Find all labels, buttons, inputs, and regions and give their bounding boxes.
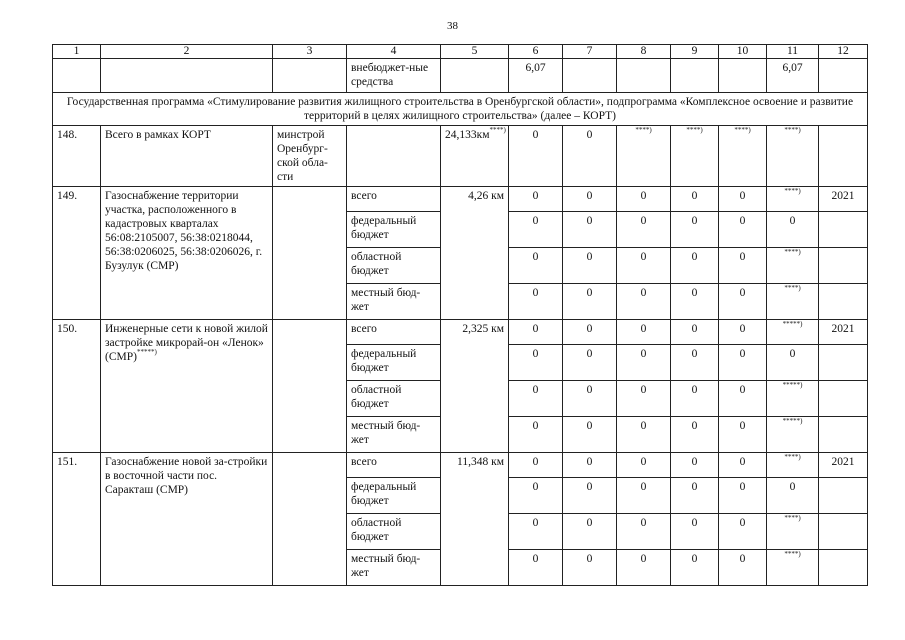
program-banner: Государственная программа «Стимулирование развития жилищного строительства в Оренбургской области», подпрограмма «Комплексное освоение и развитие территорий в целях жилищного строительства» (далее – КОРТ): [53, 93, 868, 126]
capacity-value: 24,133км: [445, 129, 490, 141]
c7-value: 0: [563, 320, 617, 345]
c7-value: 0: [563, 417, 617, 453]
cont-col6: 6,07: [509, 59, 563, 93]
col-num-1: 1: [53, 45, 101, 59]
c10-value: 0: [719, 212, 767, 248]
c11-value: 0: [767, 212, 819, 248]
c10-value: 0: [719, 514, 767, 550]
capacity-cell: [441, 187, 509, 320]
col10-value: ****): [719, 126, 767, 187]
col-num-8: 8: [617, 45, 671, 59]
c11-value: ****): [767, 284, 819, 320]
c7-value: 0: [563, 381, 617, 417]
col-num-10: 10: [719, 45, 767, 59]
c7-value: 0: [563, 453, 617, 478]
c8-value: 0: [617, 514, 671, 550]
c11-value: 0: [767, 345, 819, 381]
funding-type-label: внебюджет-ные средства: [347, 59, 441, 93]
capacity-value: 4,26 км: [468, 190, 504, 202]
c11-value: ****): [767, 248, 819, 284]
c6-value: 0: [509, 417, 563, 453]
c7-value: 0: [563, 248, 617, 284]
row-number: 150.: [53, 320, 101, 453]
object-name-text: Газоснабжение территории участка, расположенного в кадастровых кварталах 56:08:2105007, 56:38:0218044, 56:38:0206025, 56:38:0206026, г. Бузулук (СМР): [105, 190, 263, 272]
c6-value: 0: [509, 381, 563, 417]
col-num-5: 5: [441, 45, 509, 59]
continuation-row: [53, 59, 868, 93]
c8-value: 0: [617, 478, 671, 514]
row-number: 149.: [53, 187, 101, 320]
executor-cell: минстрой Оренбург-ской обла-сти: [273, 126, 347, 187]
c9-value: 0: [671, 187, 719, 212]
c8-value: 0: [617, 212, 671, 248]
c11-value: ****): [767, 550, 819, 586]
c8-value: 0: [617, 345, 671, 381]
c8-value: 0: [617, 453, 671, 478]
year-cell: 2021: [819, 320, 868, 345]
c11-value: *****): [767, 320, 819, 345]
c8-value: 0: [617, 187, 671, 212]
funding-type-label: местный бюд-жет: [347, 284, 441, 320]
object-footnote-mark: *****): [136, 348, 157, 356]
object-name: [101, 320, 273, 453]
column-number-header: [53, 45, 868, 59]
page-number: 38: [447, 20, 458, 32]
year-cell: 2021: [819, 187, 868, 212]
col9-value: ****): [671, 126, 719, 187]
c8-value: 0: [617, 320, 671, 345]
col-num-4: 4: [347, 45, 441, 59]
executor-cell: [273, 187, 347, 320]
col-num-12: 12: [819, 45, 868, 59]
c11-value: 0: [767, 478, 819, 514]
c9-value: 0: [671, 478, 719, 514]
c9-value: 0: [671, 212, 719, 248]
table-row: [53, 187, 868, 212]
c7-value: 0: [563, 284, 617, 320]
c11-value: ****): [767, 514, 819, 550]
capacity-cell: [441, 453, 509, 586]
col6-value: 0: [509, 126, 563, 187]
capacity-cell: [441, 320, 509, 453]
c10-value: 0: [719, 284, 767, 320]
c11-value: *****): [767, 381, 819, 417]
c8-value: 0: [617, 417, 671, 453]
col-num-2: 2: [101, 45, 273, 59]
c9-value: 0: [671, 550, 719, 586]
c6-value: 0: [509, 345, 563, 381]
c11-value: ****): [767, 453, 819, 478]
object-name: Всего в рамках КОРТ: [101, 126, 273, 187]
c6-value: 0: [509, 284, 563, 320]
c6-value: 0: [509, 478, 563, 514]
row-148: [53, 126, 868, 187]
funding-type-label: федеральный бюджет: [347, 212, 441, 248]
col11-value: ****): [767, 126, 819, 187]
funding-type-label: всего: [347, 453, 441, 478]
c9-value: 0: [671, 284, 719, 320]
capacity-footnote-mark: ****): [489, 126, 506, 134]
table-row: [53, 320, 868, 345]
col8-value: ****): [617, 126, 671, 187]
col-num-11: 11: [767, 45, 819, 59]
capacity-value: 2,325 км: [462, 323, 504, 335]
c10-value: 0: [719, 248, 767, 284]
funding-type-label: местный бюд-жет: [347, 550, 441, 586]
c7-value: 0: [563, 478, 617, 514]
col-num-7: 7: [563, 45, 617, 59]
c9-value: 0: [671, 345, 719, 381]
funding-type-label: всего: [347, 320, 441, 345]
c10-value: 0: [719, 381, 767, 417]
object-name-text: Инженерные сети к новой жилой застройке микрорай-он «Ленок» (СМР): [105, 323, 268, 363]
c6-value: 0: [509, 187, 563, 212]
object-name: [101, 453, 273, 586]
col-num-3: 3: [273, 45, 347, 59]
c10-value: 0: [719, 345, 767, 381]
col7-value: 0: [563, 126, 617, 187]
c7-value: 0: [563, 187, 617, 212]
c6-value: 0: [509, 320, 563, 345]
capacity-value: 11,348 км: [457, 456, 504, 468]
funding-type-label: местный бюд-жет: [347, 417, 441, 453]
c9-value: 0: [671, 514, 719, 550]
object-name: [101, 187, 273, 320]
c9-value: 0: [671, 381, 719, 417]
row-number: 148.: [53, 126, 101, 187]
object-name-text: Газоснабжение новой за-стройки в восточной части пос. Саракташ (СМР): [105, 456, 268, 496]
c7-value: 0: [563, 212, 617, 248]
c9-value: 0: [671, 320, 719, 345]
row-number: 151.: [53, 453, 101, 586]
c7-value: 0: [563, 345, 617, 381]
funding-type-label: федеральный бюджет: [347, 345, 441, 381]
executor-cell: [273, 320, 347, 453]
program-banner-row: [53, 93, 868, 126]
c9-value: 0: [671, 248, 719, 284]
c10-value: 0: [719, 550, 767, 586]
funding-type-label: областной бюджет: [347, 248, 441, 284]
c9-value: 0: [671, 453, 719, 478]
c8-value: 0: [617, 550, 671, 586]
col-num-6: 6: [509, 45, 563, 59]
executor-cell: [273, 453, 347, 586]
table-row: [53, 453, 868, 478]
c8-value: 0: [617, 381, 671, 417]
c10-value: 0: [719, 187, 767, 212]
c10-value: 0: [719, 478, 767, 514]
funding-type-label: областной бюджет: [347, 381, 441, 417]
c8-value: 0: [617, 248, 671, 284]
funding-type-label: всего: [347, 187, 441, 212]
program-table: [52, 44, 868, 586]
c6-value: 0: [509, 453, 563, 478]
cont-col11: 6,07: [767, 59, 819, 93]
col-num-9: 9: [671, 45, 719, 59]
c11-value: *****): [767, 417, 819, 453]
c11-value: ****): [767, 187, 819, 212]
c10-value: 0: [719, 320, 767, 345]
c6-value: 0: [509, 514, 563, 550]
capacity-cell: [441, 126, 509, 187]
c6-value: 0: [509, 550, 563, 586]
funding-type-label: федеральный бюджет: [347, 478, 441, 514]
c8-value: 0: [617, 284, 671, 320]
c10-value: 0: [719, 453, 767, 478]
c9-value: 0: [671, 417, 719, 453]
year-cell: 2021: [819, 453, 868, 478]
c6-value: 0: [509, 212, 563, 248]
c10-value: 0: [719, 417, 767, 453]
c6-value: 0: [509, 248, 563, 284]
c7-value: 0: [563, 514, 617, 550]
c7-value: 0: [563, 550, 617, 586]
funding-type-label: областной бюджет: [347, 514, 441, 550]
